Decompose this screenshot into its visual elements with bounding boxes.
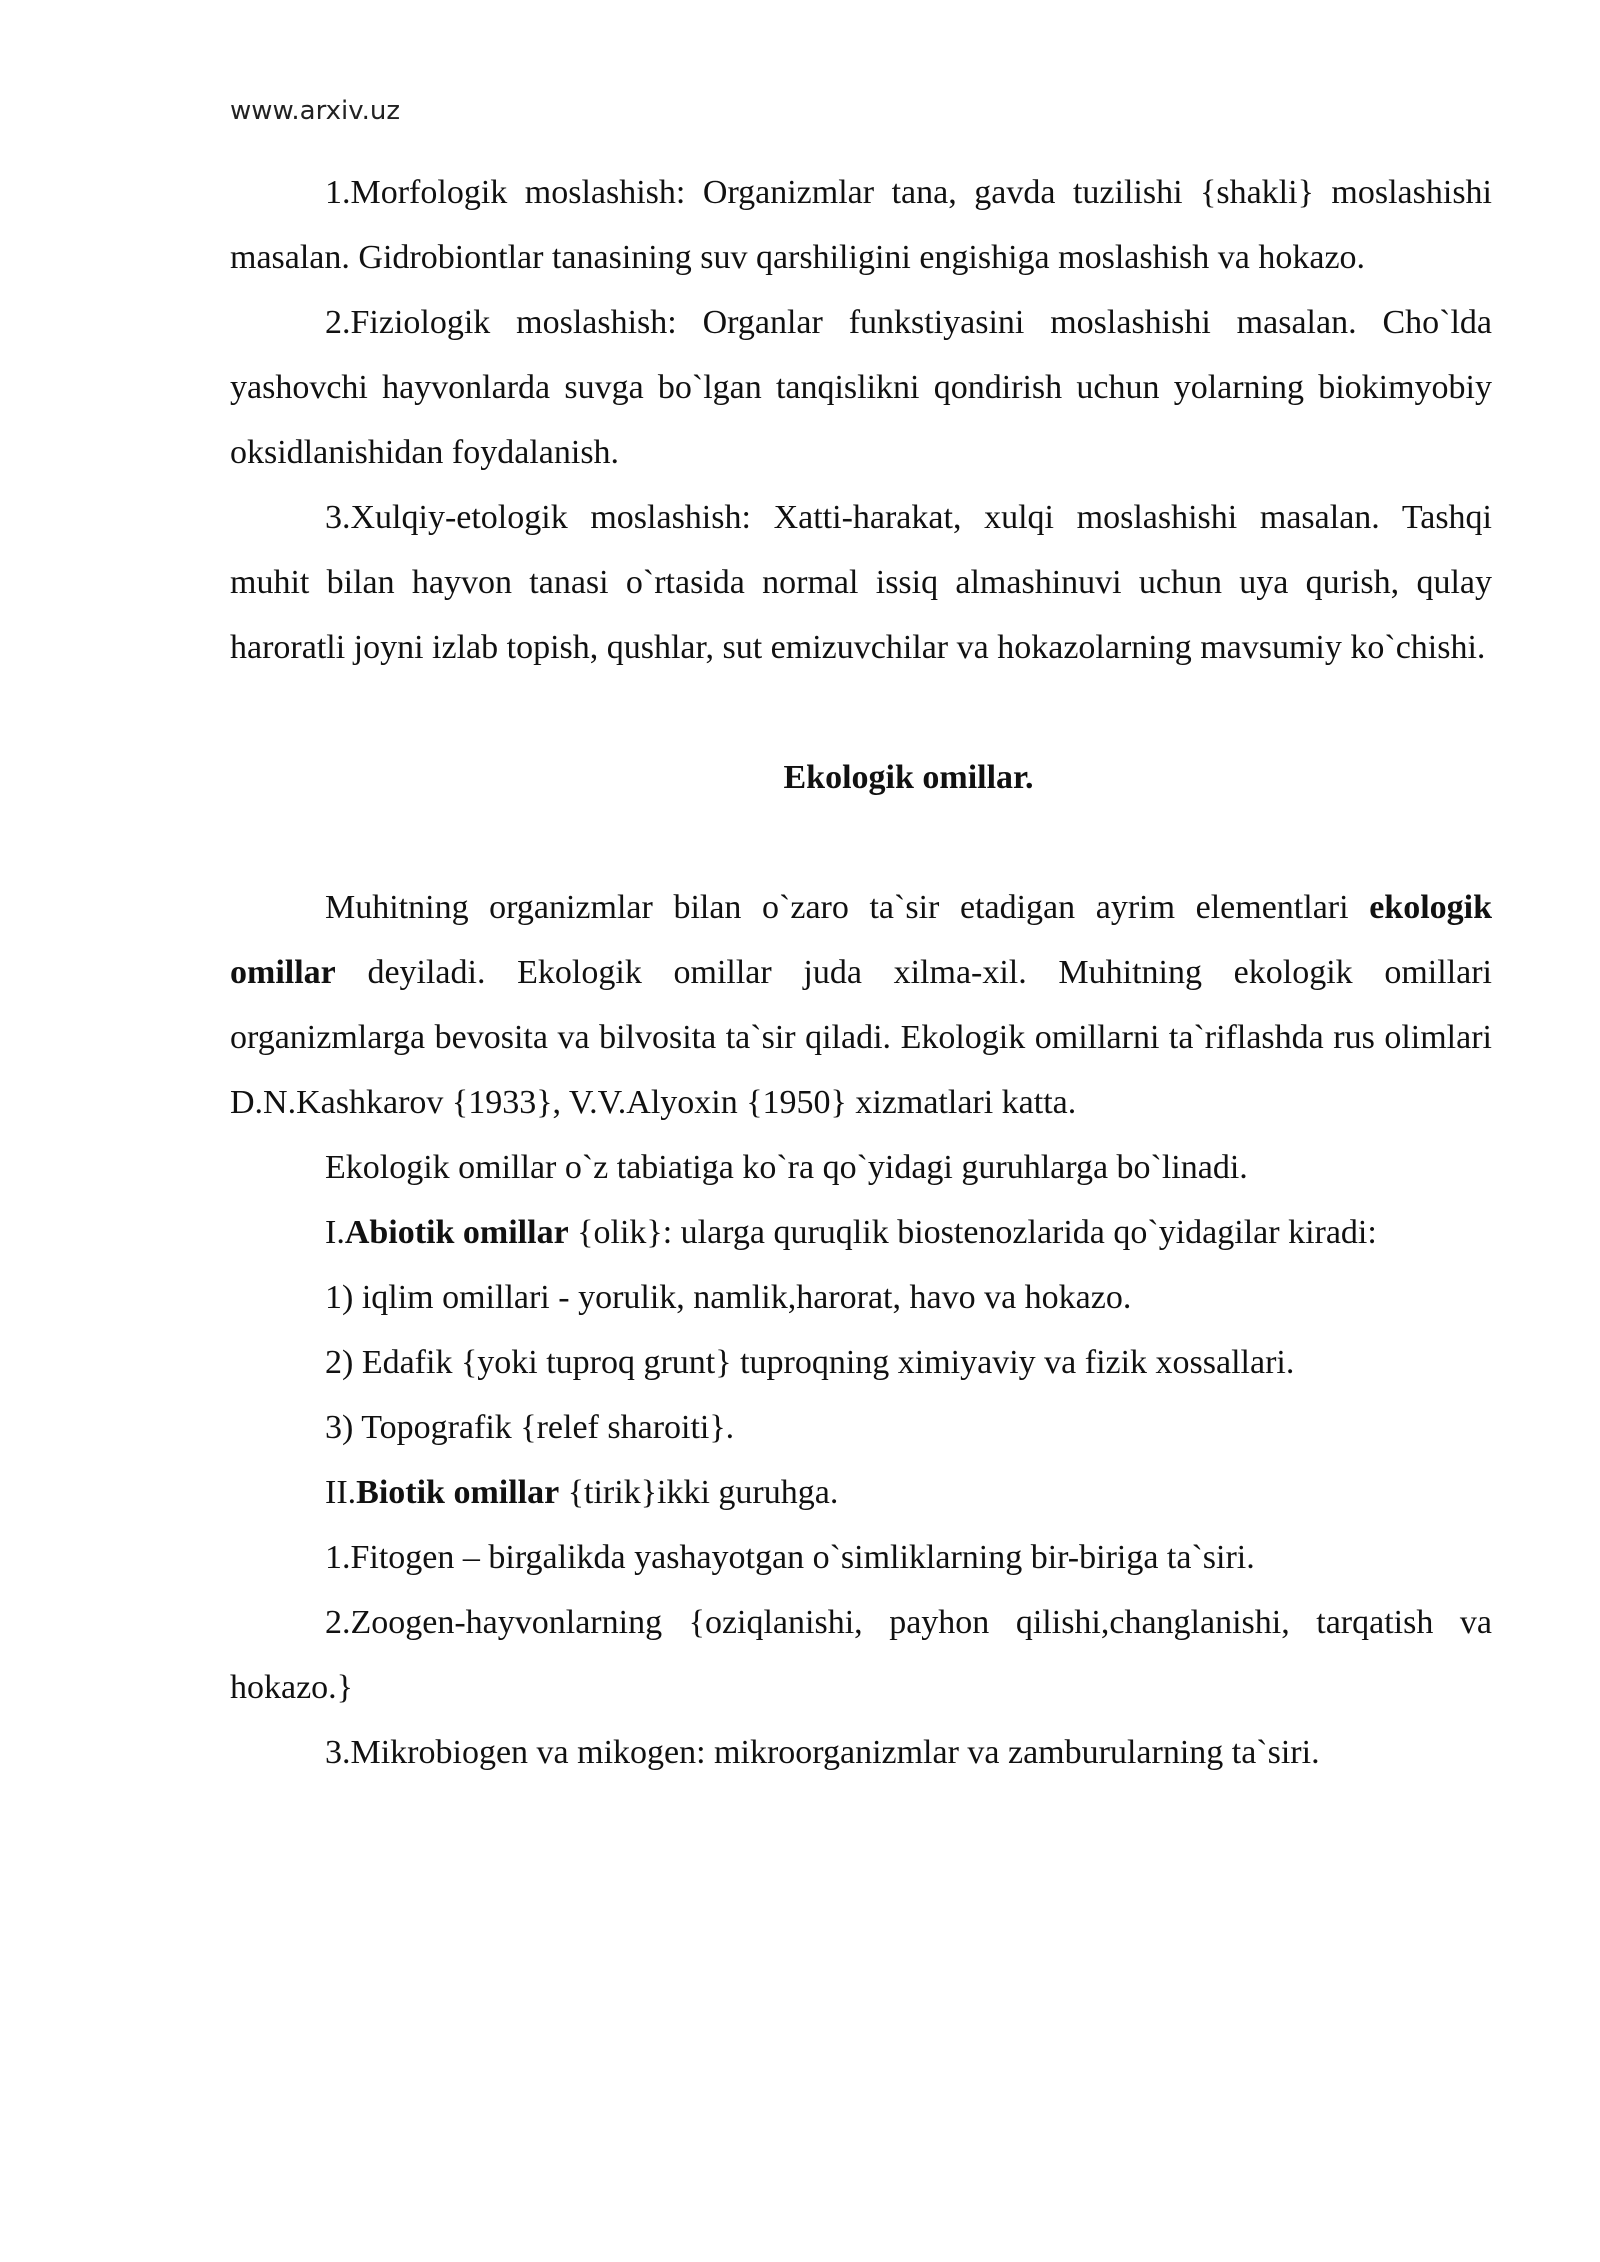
paragraph-abiotic-factors [230, 1200, 1492, 1265]
paragraph-morphological-adaptation: 1.Morfologik moslashish: Organizmlar tana, gavda tuzilishi {shakli} moslashishi masalan. Gidrobiontlar tanasining suv qarshiligini engishiga moslashish va hokazo. [230, 174, 1492, 276]
paragraph-ecological-factors-intro [230, 875, 1492, 1135]
list-item-microbiogenic: 3.Mikrobiogen va mikogen: mikroorganizmlar va zamburularning ta`siri. [325, 1734, 1320, 1771]
paragraph-biotic-factors [230, 1460, 1492, 1525]
intro-lead-text: Muhitning organizmlar bilan o`zaro ta`sir etadigan ayrim elementlari [325, 889, 1370, 926]
document-body [230, 160, 1492, 1785]
section-title: Ekologik omillar. [783, 759, 1034, 796]
paragraph-physiological-adaptation: 2.Fiziologik moslashish: Organlar funkstiyasini moslashishi masalan. Cho`lda yashovchi hayvonlarda suvga bo`lgan tanqislikni qondirish uchun yolarning biokimyobiy oksidlanishidan foydalanish. [230, 304, 1492, 471]
biotic-term: Biotik omillar [356, 1474, 560, 1511]
biotic-number: II. [325, 1474, 357, 1511]
list-item-topographic-factors: 3) Topografik {relef sharoiti}. [325, 1409, 735, 1446]
list-item-zoogenic: 2.Zoogen-hayvonlarning {oziqlanishi, payhon qilishi,changlanishi, tarqatish va hokazo.} [230, 1604, 1492, 1706]
abiotic-number: I. [325, 1214, 345, 1251]
abiotic-rest-text: {olik}: ularga quruqlik biostenozlarida qo`yidagilar kiradi: [568, 1214, 1377, 1251]
intro-rest-text: deyiladi. Ekologik omillar juda xilma-xil. Muhitning ekologik omillari organizmlarga bevosita va bilvosita ta`sir qiladi. Ekologik omillarni ta`riflashda rus olimlari D.N.Kashkarov {1933}, V.V.Alyoxin {1950} xizmatlari katta. [230, 954, 1492, 1121]
paragraph-groups-intro: Ekologik omillar o`z tabiatiga ko`ra qo`yidagi guruhlarga bo`linadi. [325, 1149, 1248, 1186]
list-item-phytogenic: 1.Fitogen – birgalikda yashayotgan o`simliklarning bir-biriga ta`siri. [325, 1539, 1255, 1576]
biotic-rest-text: {tirik}ikki guruhga. [559, 1474, 839, 1511]
abiotic-term: Abiotik omillar [344, 1214, 569, 1251]
list-item-edaphic-factors: 2) Edafik {yoki tuproq grunt} tuproqning ximiyaviy va fizik xossallari. [325, 1344, 1295, 1381]
intro-term-ecological-factors: ekologik omillar [230, 889, 1492, 991]
paragraph-behavioral-adaptation: 3.Xulqiy-etologik moslashish: Xatti-harakat, xulqi moslashishi masalan. Tashqi muhit bilan hayvon tanasi o`rtasida normal issiq almashinuvi uchun uya qurish, qulay haroratli joyni izlab topish, qushlar, sut emizuvchilar va hokazolarning mavsumiy ko`chishi. [230, 499, 1492, 666]
site-header: www.arxiv.uz [230, 96, 400, 126]
list-item-climate-factors: 1) iqlim omillari - yorulik, namlik,harorat, havo va hokazo. [325, 1279, 1132, 1316]
